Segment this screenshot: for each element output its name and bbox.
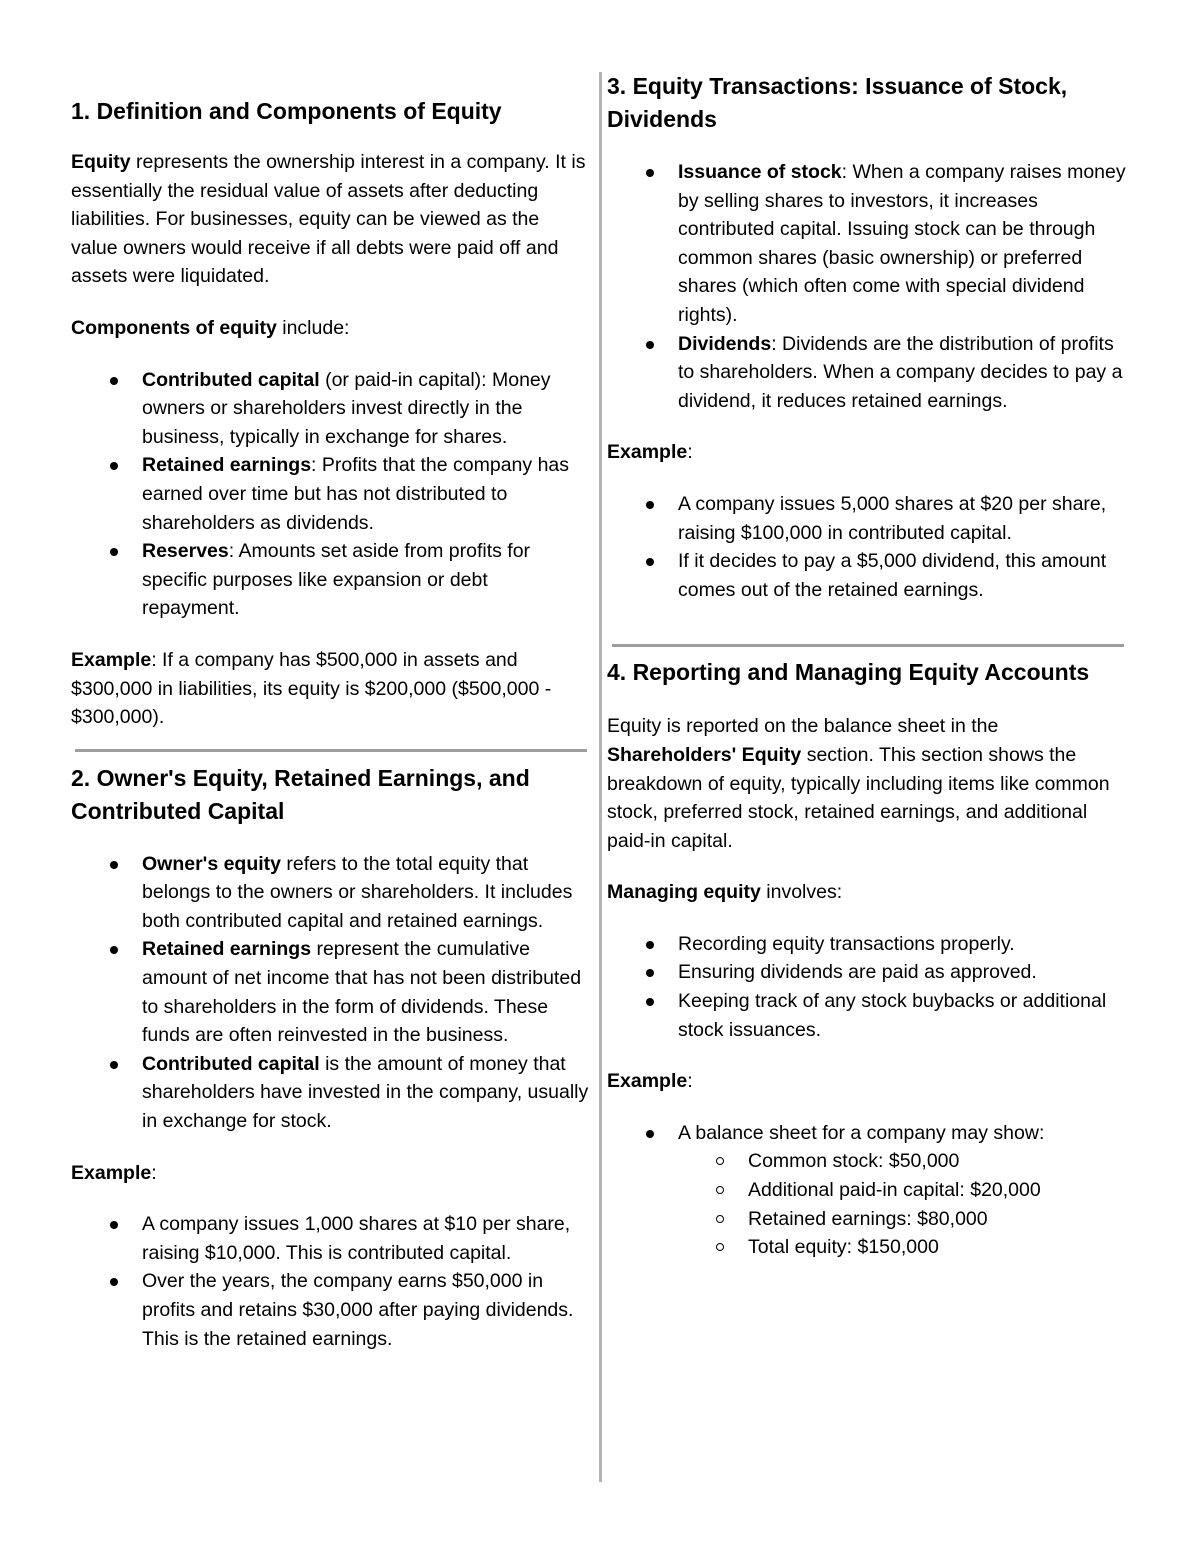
equity-definition xyxy=(71,148,589,291)
managing-intro xyxy=(607,878,1132,907)
example-label: Example xyxy=(71,1161,152,1184)
section-2-list xyxy=(71,850,589,1136)
section-3-title: 3. Equity Transactions: Issuance of Stock, Dividends xyxy=(607,73,1068,132)
list-item xyxy=(71,451,589,537)
list-item xyxy=(607,158,1132,330)
item-text: : Dividends are the distribution of profits to shareholders. When a company decides to pay a dividend, it reduces retained earnings. xyxy=(678,332,1123,412)
list-item: Keeping track of any stock buybacks or additional stock issuances. xyxy=(607,987,1132,1044)
item-term: Reserves xyxy=(142,540,229,563)
components-intro xyxy=(71,314,589,343)
example-label: Example xyxy=(607,1070,688,1093)
item-term: Retained earnings xyxy=(142,454,312,477)
sub-list-item: Retained earnings: $80,000 xyxy=(607,1205,1132,1234)
left-column xyxy=(71,0,589,1353)
equity-definition-text: represents the ownership interest in a company. It is essentially the residual value of assets after deducting liabilities. For businesses, equity can be viewed as the value owners would receive if all debts were paid off and assets were liquidated. xyxy=(71,151,586,288)
list-item xyxy=(71,850,589,936)
item-term: Owner's equity xyxy=(142,852,282,875)
item-text: represent the cumulative amount of net income that has not been distributed to shareholders in the form of dividends. These funds are often reinvested in the business. xyxy=(142,938,582,1047)
example-colon: : xyxy=(687,441,693,464)
example-text: : If a company has $500,000 in assets and $300,000 in liabilities, its equity is $200,000 ($500,000 - $300,000). xyxy=(71,648,552,729)
list-item: Recording equity transactions properly. xyxy=(607,930,1132,959)
reporting-intro xyxy=(607,712,1132,855)
section-divider xyxy=(612,644,1124,647)
section-4-examples xyxy=(607,1119,1132,1148)
section-1-example xyxy=(71,646,589,732)
item-text: : When a company raises money by selling shares to investors, it increases contributed capital. Issuing stock can be through common shares (basic ownership) or preferred shares (which often come with special dividend rights). xyxy=(678,161,1126,326)
list-item: Ensuring dividends are paid as approved. xyxy=(607,958,1132,987)
example-label: Example xyxy=(71,648,152,671)
section-2-title: 2. Owner's Equity, Retained Earnings, and Contributed Capital xyxy=(71,764,530,824)
list-item: Over the years, the company earns $50,000 in profits and retains $30,000 after paying dividends. This is the retained earnings. xyxy=(71,1267,589,1353)
list-item: A balance sheet for a company may show: xyxy=(607,1119,1132,1148)
managing-text: involves: xyxy=(760,881,843,904)
list-item: A company issues 5,000 shares at $20 per share, raising $100,000 in contributed capital. xyxy=(607,490,1132,547)
item-term: Contributed capital xyxy=(142,368,320,391)
section-3-examples xyxy=(607,490,1132,604)
intro-text-b: section. This section shows the breakdown of equity, typically including items like common stock, preferred stock, retained earnings, and additional paid-in capital. xyxy=(607,743,1110,852)
right-column xyxy=(607,0,1132,1262)
section-4-example-label xyxy=(607,1067,1132,1096)
item-text: refers to the total equity that belongs to the owners or shareholders. It includes both contributed capital and retained earnings. xyxy=(142,852,573,932)
example-colon: : xyxy=(151,1161,157,1184)
list-item xyxy=(71,366,589,452)
components-term: Components of equity xyxy=(71,316,277,339)
example-label: Example xyxy=(607,441,688,464)
sub-list-item: Total equity: $150,000 xyxy=(607,1233,1132,1262)
column-divider xyxy=(599,72,602,1482)
balance-sheet-sublist xyxy=(607,1147,1132,1261)
managing-list xyxy=(607,930,1132,1044)
item-text: is the amount of money that shareholders have invested in the company, usually in exchange for stock. xyxy=(142,1052,589,1133)
section-2-examples xyxy=(71,1210,589,1353)
section-3-list xyxy=(607,158,1132,415)
item-text: (or paid-in capital): Money owners or shareholders invest directly in the business, typically in exchange for shares. xyxy=(142,368,551,448)
item-text: : Profits that the company has earned over time but has not distributed to shareholders as dividends. xyxy=(142,454,570,534)
list-item xyxy=(71,537,589,623)
managing-term: Managing equity xyxy=(607,881,761,904)
list-item xyxy=(607,330,1132,416)
sub-list-item: Additional paid-in capital: $20,000 xyxy=(607,1176,1132,1205)
item-text: : Amounts set aside from profits for specific purposes like expansion or debt repayment. xyxy=(142,540,531,620)
item-term: Dividends xyxy=(678,332,772,355)
shareholders-equity-term: Shareholders' Equity xyxy=(607,743,802,766)
list-item: A company issues 1,000 shares at $10 per share, raising $10,000. This is contributed capital. xyxy=(71,1210,589,1267)
section-2-example-label xyxy=(71,1159,589,1188)
intro-text-a: Equity is reported on the balance sheet in the xyxy=(607,715,999,738)
equity-term: Equity xyxy=(71,151,131,173)
section-3-example-label xyxy=(607,438,1132,467)
section-4-title: 4. Reporting and Managing Equity Accounts xyxy=(607,659,1090,686)
item-term: Contributed capital xyxy=(142,1052,320,1075)
list-item xyxy=(71,935,589,1049)
sub-list-item: Common stock: $50,000 xyxy=(607,1147,1132,1176)
section-divider xyxy=(75,749,587,752)
item-term: Retained earnings xyxy=(142,938,312,961)
item-term: Issuance of stock xyxy=(678,161,842,183)
list-item xyxy=(71,1050,589,1136)
example-colon: : xyxy=(687,1070,693,1093)
list-item: If it decides to pay a $5,000 dividend, this amount comes out of the retained earnings. xyxy=(607,547,1132,604)
section-1-title: 1. Definition and Components of Equity xyxy=(71,98,502,124)
components-text: include: xyxy=(276,316,350,339)
components-list xyxy=(71,366,589,623)
